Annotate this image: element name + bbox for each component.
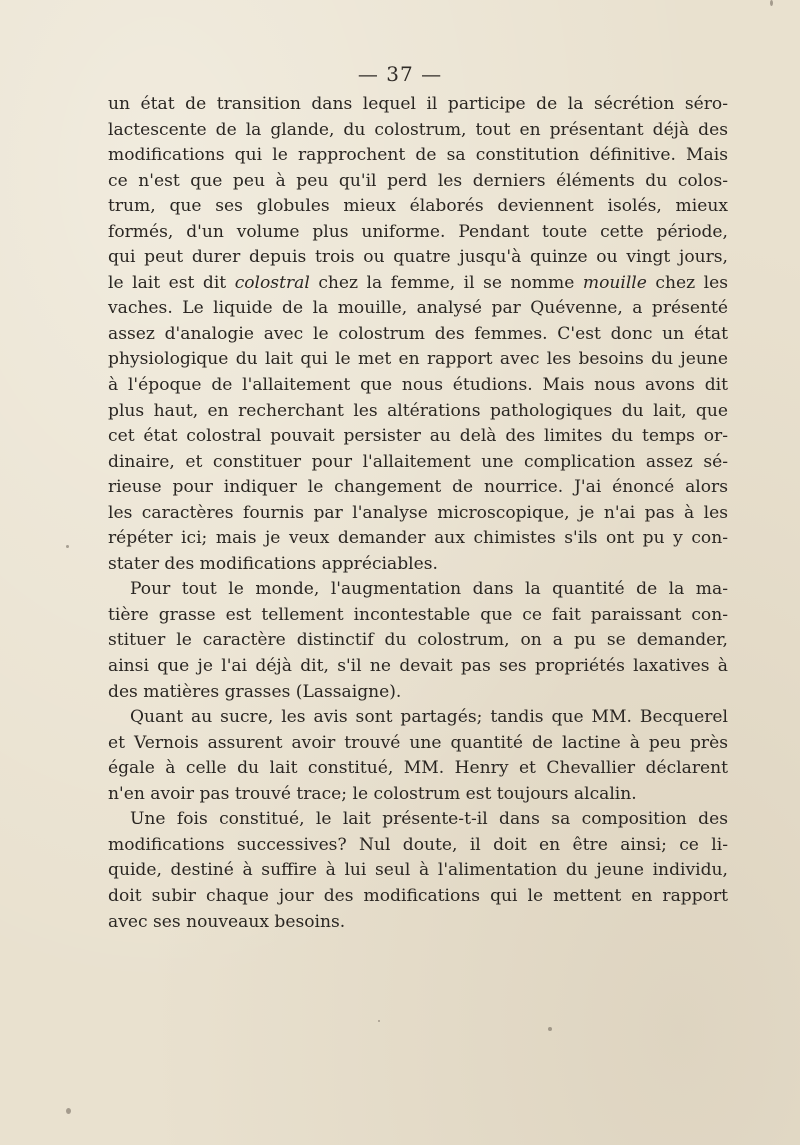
text-line: assez d'analogie avec le colostrum des femmes. C'est donc un état xyxy=(108,323,728,344)
text-line: vaches. Le liquide de la mouille, analysé par Quévenne, a présenté xyxy=(108,298,728,319)
paper-speck xyxy=(66,1108,71,1114)
paper-speck xyxy=(66,545,69,548)
text-line: et Vernois assurent avoir trouvé une quantité de lactine à peu près xyxy=(108,732,728,753)
text-line: à l'époque de l'allaitement que nous étudions. Mais nous avons dit xyxy=(108,375,728,396)
text-line: avec ses nouveaux besoins. xyxy=(108,911,346,932)
text-line: stituer le caractère distinctif du colostrum, on a pu se demander, xyxy=(108,630,728,651)
text-line: lactescente de la glande, du colostrum, tout en présentant déjà des xyxy=(108,119,728,140)
text-line: Quant au sucre, les avis sont partagés; tandis que MM. Becquerel xyxy=(130,707,728,728)
body-text xyxy=(108,92,728,935)
page-number: — 37 — xyxy=(357,62,443,86)
text-line: qui peut durer depuis trois ou quatre jusqu'à quinze ou vingt jours, xyxy=(108,247,728,268)
text-line: dinaire, et constituer pour l'allaitement une complication assez sé- xyxy=(108,451,728,472)
text-line: physiologique du lait qui le met en rapport avec les besoins du jeune xyxy=(108,349,728,370)
text-line: répéter ici; mais je veux demander aux chimistes s'ils ont pu y con- xyxy=(108,528,728,549)
italic-term-colostral: colostral xyxy=(234,272,310,293)
text-line: modifications successives? Nul doute, il doit en être ainsi; ce li- xyxy=(108,834,728,855)
text-line: formés, d'un volume plus uniforme. Pendant toute cette période, xyxy=(108,221,728,242)
text-line: ce n'est que peu à peu qu'il perd les derniers éléments du colos- xyxy=(108,170,728,191)
paper-speck xyxy=(770,0,773,6)
text-line: plus haut, en recherchant les altérations pathologiques du lait, que xyxy=(108,400,728,421)
paper-speck xyxy=(378,1020,380,1022)
text-line: quide, destiné à suffire à lui seul à l'alimentation du jeune individu, xyxy=(108,860,728,881)
text-line: n'en avoir pas trouvé trace; le colostrum est toujours alcalin. xyxy=(108,783,637,804)
text-line: Une fois constitué, le lait présente-t-il dans sa composition des xyxy=(130,809,728,830)
text-line-with-italics xyxy=(108,271,728,297)
text-fragment: chez les xyxy=(646,272,728,293)
text-line: rieuse pour indiquer le changement de nourrice. J'ai énoncé alors xyxy=(108,477,728,498)
text-fragment: chez la femme, il se nomme xyxy=(309,272,583,293)
text-line: Pour tout le monde, l'augmentation dans la quantité de la ma- xyxy=(130,579,728,600)
text-line: un état de transition dans lequel il participe de la sécrétion séro- xyxy=(108,94,728,114)
text-line: trum, que ses globules mieux élaborés deviennent isolés, mieux xyxy=(108,196,728,217)
text-line: les caractères fournis par l'analyse microscopique, je n'ai pas à les xyxy=(108,502,728,523)
text-line: ainsi que je l'ai déjà dit, s'il ne devait pas ses propriétés laxatives à xyxy=(108,656,728,677)
paper-speck xyxy=(548,1027,552,1031)
text-line: stater des modifications appréciables. xyxy=(108,553,438,574)
text-line: doit subir chaque jour des modifications qui le mettent en rapport xyxy=(108,885,728,906)
text-line: des matières grasses (Lassaigne). xyxy=(108,681,402,702)
text-line: égale à celle du lait constitué, MM. Henry et Chevallier déclarent xyxy=(108,758,728,779)
italic-term-mouille: mouille xyxy=(582,272,647,293)
text-fragment: le lait est dit xyxy=(108,272,235,293)
text-line: modifications qui le rapprochent de sa constitution définitive. Mais xyxy=(108,145,728,166)
text-line: tière grasse est tellement incontestable que ce fait paraissant con- xyxy=(108,604,728,625)
text-line: cet état colostral pouvait persister au delà des limites du temps or- xyxy=(108,426,728,447)
